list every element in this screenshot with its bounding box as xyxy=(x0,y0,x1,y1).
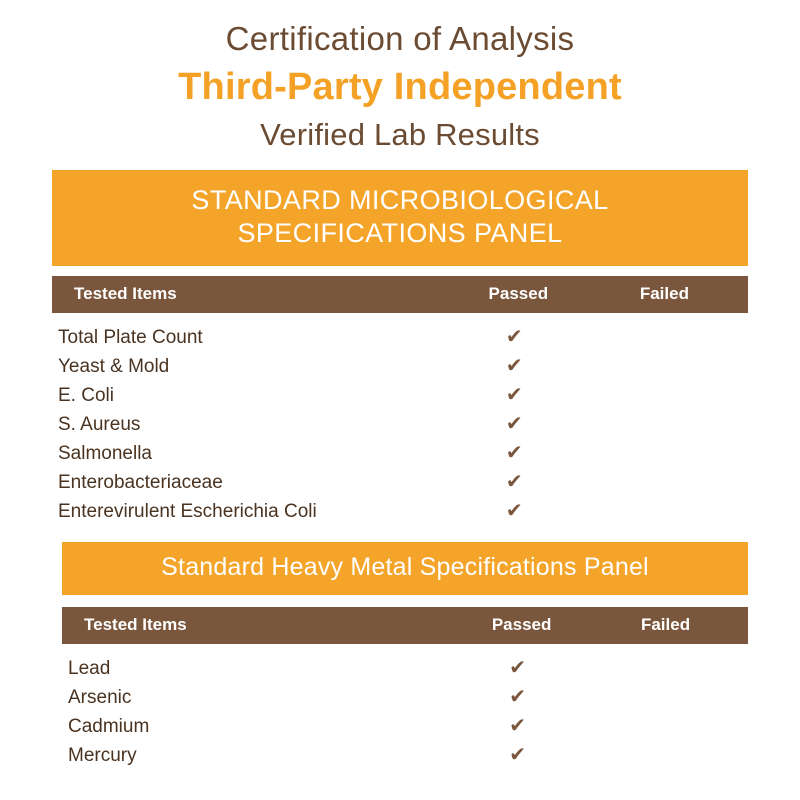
cell-item: Total Plate Count xyxy=(58,326,203,348)
cell-passed xyxy=(442,414,595,436)
check-icon: ✔ xyxy=(505,441,523,464)
page-title-line-1: Certification of Analysis xyxy=(225,20,575,57)
cell-item: Mercury xyxy=(68,744,137,766)
check-icon: ✔ xyxy=(505,499,523,522)
column-header-tested-items: Tested Items xyxy=(74,284,177,304)
cell-passed xyxy=(442,327,595,349)
cell-passed xyxy=(442,472,595,494)
cell-item: Enterevirulent Escherichia Coli xyxy=(58,500,317,522)
microbiological-panel-banner xyxy=(52,170,748,266)
cell-item: E. Coli xyxy=(58,384,114,406)
check-icon: ✔ xyxy=(509,743,526,766)
cell-item: Lead xyxy=(68,657,111,679)
table-row xyxy=(52,381,748,410)
cell-item: Yeast & Mold xyxy=(58,355,170,377)
document-header xyxy=(0,0,800,154)
check-icon: ✔ xyxy=(505,383,523,406)
check-icon: ✔ xyxy=(509,714,526,737)
table-header-row xyxy=(62,607,748,644)
cell-passed xyxy=(442,385,595,407)
check-icon: ✔ xyxy=(505,412,523,435)
cell-item: Cadmium xyxy=(68,715,150,737)
table-row xyxy=(52,468,748,497)
table-header-row xyxy=(52,276,748,313)
page-title-line-2: Third-Party Independent xyxy=(178,66,622,109)
column-header-passed: Passed xyxy=(488,284,549,304)
table-row xyxy=(52,497,748,526)
cell-item: Enterobacteriaceae xyxy=(58,471,223,493)
check-icon: ✔ xyxy=(509,656,526,679)
check-icon: ✔ xyxy=(505,470,523,493)
table-row xyxy=(52,352,748,381)
cell-passed xyxy=(446,745,597,767)
cell-item: Arsenic xyxy=(68,686,132,708)
column-header-failed: Failed xyxy=(640,615,691,635)
microbiological-banner-line-2: SPECIFICATIONS PANEL xyxy=(237,218,563,249)
cell-passed xyxy=(442,356,595,378)
microbiological-table-body xyxy=(52,313,748,526)
page-title-line-3: Verified Lab Results xyxy=(260,116,540,152)
cell-item: Salmonella xyxy=(58,442,152,464)
cell-item: S. Aureus xyxy=(58,413,141,435)
cell-passed xyxy=(446,658,597,680)
table-row xyxy=(52,410,748,439)
table-row xyxy=(62,741,748,770)
heavy-metal-table xyxy=(62,607,748,770)
table-row xyxy=(62,654,748,683)
microbiological-banner-line-1: STANDARD MICROBIOLOGICAL xyxy=(191,185,609,216)
heavy-metal-panel-banner xyxy=(62,542,748,595)
column-header-passed: Passed xyxy=(491,615,552,635)
table-row xyxy=(62,683,748,712)
check-icon: ✔ xyxy=(505,325,523,348)
column-header-tested-items: Tested Items xyxy=(84,615,187,635)
check-icon: ✔ xyxy=(505,354,523,377)
check-icon: ✔ xyxy=(509,685,526,708)
cell-passed xyxy=(446,687,597,709)
heavy-metal-table-body xyxy=(62,644,748,770)
table-row xyxy=(62,712,748,741)
table-row xyxy=(52,323,748,352)
cell-passed xyxy=(442,443,595,465)
cell-passed xyxy=(446,716,597,738)
microbiological-table xyxy=(52,276,748,526)
heavy-metal-banner-line-1: Standard Heavy Metal Specifications Panel xyxy=(161,553,649,582)
column-header-failed: Failed xyxy=(639,284,689,304)
table-row xyxy=(52,439,748,468)
cell-passed xyxy=(442,501,595,523)
